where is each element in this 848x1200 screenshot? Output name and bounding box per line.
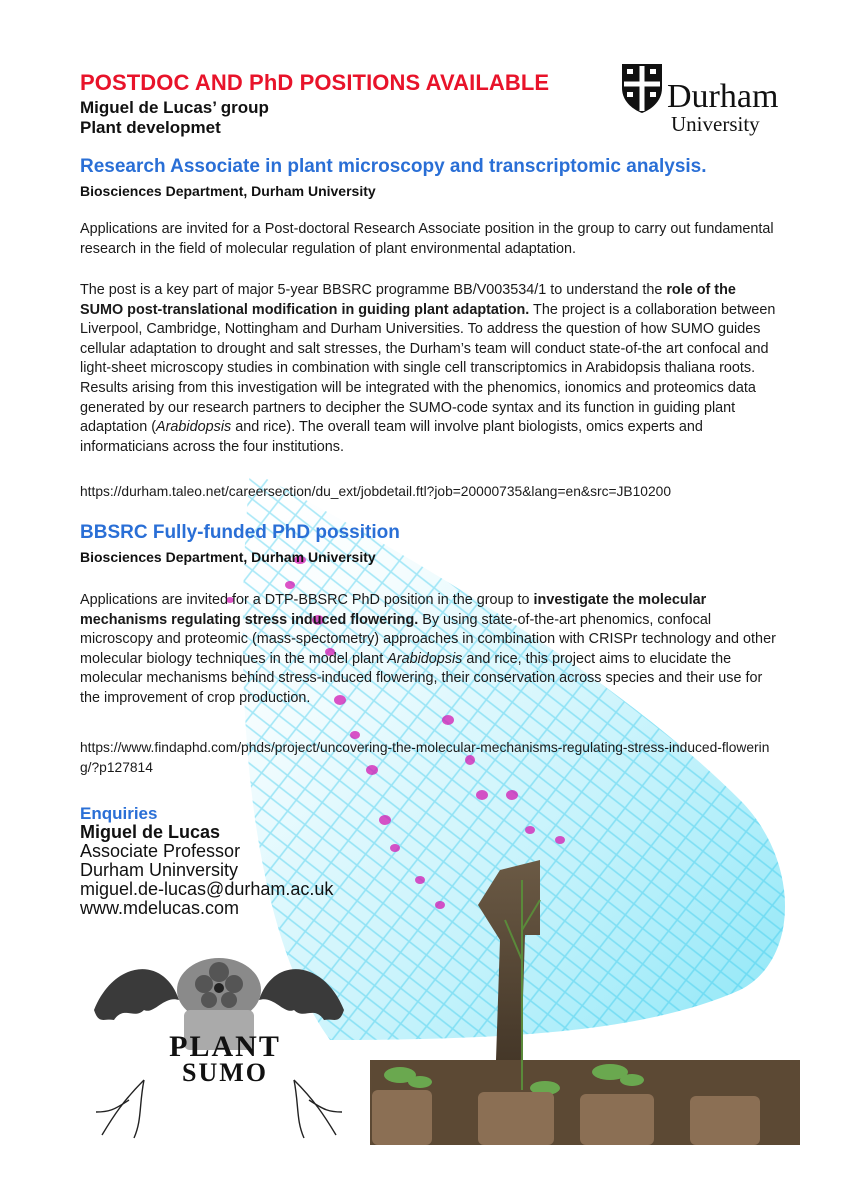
university-logo-text: University — [671, 112, 760, 136]
phd-department: Biosciences Department, Durham University — [80, 549, 376, 565]
postdoc-url-link[interactable]: https://durham.taleo.net/careersection/du_ext/jobdetail.ftl?job=20000735&lang=en&src=JB10200 — [80, 484, 671, 499]
badge-sumo-text: SUMO — [182, 1058, 268, 1087]
postdoc-department: Biosciences Department, Durham University — [80, 183, 376, 199]
phd-url-link[interactable]: https://www.findaphd.com/phds/project/uncovering-the-molecular-mechanisms-regulating-stress-induced-flowering/?p127814 — [80, 740, 770, 775]
contact-email-link[interactable]: miguel.de-lucas@durham.ac.uk — [80, 879, 334, 899]
durham-shield-icon — [620, 62, 664, 114]
contact-name: Miguel de Lucas — [80, 822, 221, 842]
contact-institution: Durham Uninversity — [80, 860, 239, 880]
phd-description: Applications are invited for a DTP-BBSRC PhD position in the group to investigate the molecular mechanisms regulating stress induced flowering. By using state-of-the-art phenomics, confocal microscopy and proteomic (mass-spectometry) approaches in combination with CRISPr technology and other molecular biology techniques in the model plant Arabidopsis and rice, this project aims to elucidate the molecular mechanisms behind stress-induced flowering, their conservation across species and their use for the improvement of crop production. — [80, 592, 776, 706]
phd-title: BBSRC Fully-funded PhD possition — [80, 522, 400, 543]
group-name: Miguel de Lucas’ group — [80, 98, 269, 117]
contact-website-link[interactable]: www.mdelucas.com — [80, 898, 240, 918]
contact-role: Associate Professor — [80, 841, 241, 861]
postdoc-description: The post is a key part of major 5-year BBSRC programme BB/V003534/1 to understand the role of the SUMO post-translational modification in guiding plant adaptation. The project is a collaboration between Liverpool, Cambridge, Nottingham and Durham Universities. To address the question of how SUMO guides cellular adaptation to drought and salt stresses, the Durham’s team will conduct state-of-the art confocal and light-sheet microscopy studies in combination with single cell transcriptomics in Arabidopsis thaliana roots. Results arising from this investigation will be integrated with the phenomics, ionomics and proteomics data generated by our research partners to decipher the SUMO-code syntax and its function in guiding plant adaptation (Arabidopsis and rice). The overall team will involve plant biologists, omics experts and informaticians across the four institutions. — [80, 282, 776, 455]
durham-logo-text: Durham — [667, 78, 779, 115]
research-area: Plant developmet — [80, 118, 221, 137]
enquiries-heading: Enquiries — [80, 804, 158, 823]
postdoc-intro: Applications are invited for a Post-doctoral Research Associate position in the group to carry out fundamental research in the field of molecular regulation of plant environmental adaptation. — [80, 221, 774, 257]
postdoc-title: Research Associate in plant microscopy and transcriptomic analysis. — [80, 156, 707, 177]
page-title: POSTDOC AND PhD POSITIONS AVAILABLE — [80, 70, 550, 95]
badge-plant-text: PLANT — [169, 1030, 281, 1063]
